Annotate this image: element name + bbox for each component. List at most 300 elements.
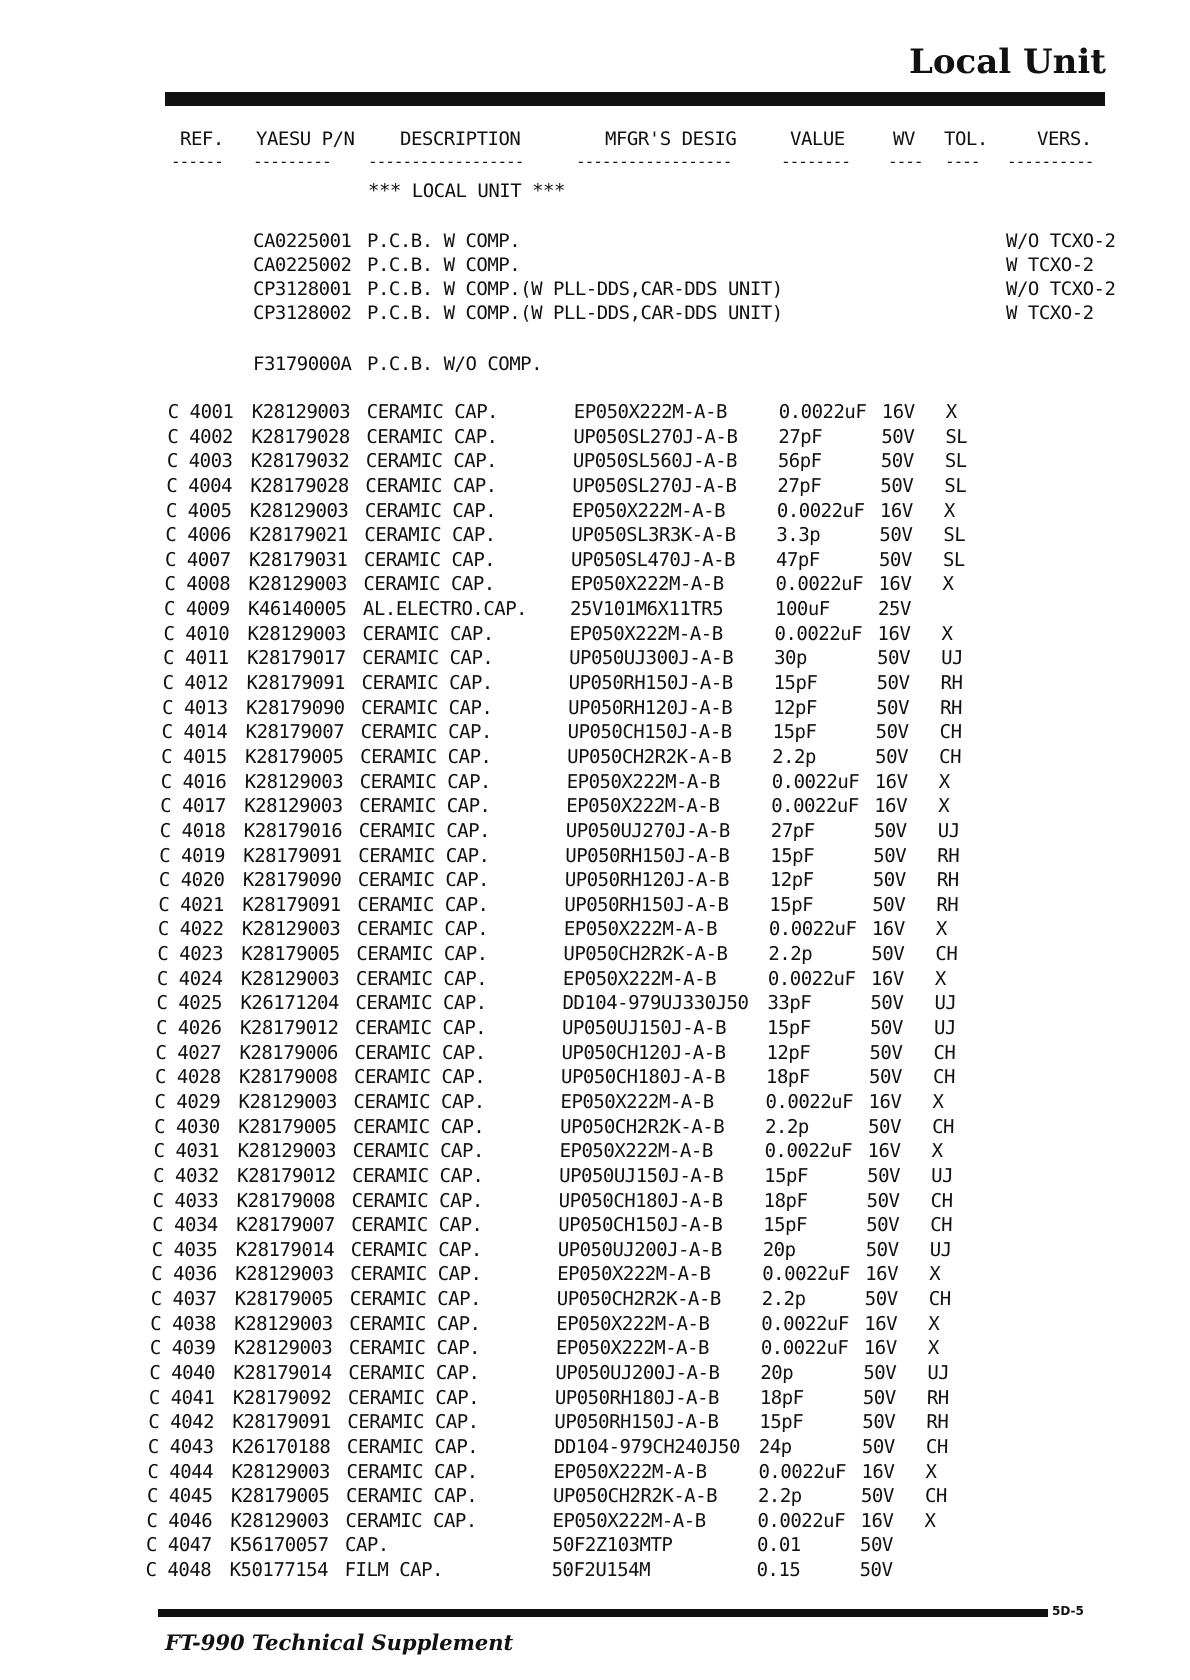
- part-description: CERAMIC CAP.: [350, 1238, 483, 1261]
- part-number: K28129003: [234, 1312, 333, 1335]
- pcb-description: P.C.B. W COMP.(W PLL-DDS,CAR-DDS UNIT): [367, 302, 783, 324]
- part-description: CERAMIC CAP.: [358, 844, 490, 867]
- part-value: 15pF: [770, 844, 815, 867]
- header-underline: ----: [945, 152, 980, 171]
- part-description: CERAMIC CAP.: [345, 1509, 477, 1532]
- part-value: 15pF: [763, 1164, 809, 1187]
- part-working-voltage: 50V: [871, 943, 905, 966]
- part-mfgr-designation: UP050UJ150J-A-B: [561, 1017, 727, 1040]
- part-tolerance: CH: [933, 1041, 956, 1064]
- part-description: CERAMIC CAP.: [348, 1337, 481, 1360]
- part-description: CERAMIC CAP.: [350, 1263, 482, 1286]
- part-number: K28179017: [246, 647, 346, 670]
- pcb-version: W/O TCXO-2: [1006, 230, 1116, 252]
- part-mfgr-designation: UP050UJ300J-A-B: [568, 647, 734, 670]
- part-working-voltage: 50V: [864, 1288, 898, 1311]
- part-tolerance: X: [925, 1460, 937, 1483]
- pcb-part-number: CA0225002: [253, 254, 352, 276]
- column-header-vers: VERS.: [1037, 128, 1092, 150]
- part-tolerance: X: [927, 1337, 939, 1360]
- part-tolerance: RH: [936, 893, 959, 916]
- part-number: K28179092: [232, 1386, 332, 1409]
- part-value: 27pF: [778, 425, 823, 448]
- part-mfgr-designation: UP050UJ270J-A-B: [565, 819, 731, 842]
- part-working-voltage: 50V: [860, 1485, 895, 1508]
- part-mfgr-designation: EP050X222M-A-B: [555, 1337, 710, 1360]
- part-number: K28179012: [236, 1164, 336, 1187]
- part-value: 0.0022uF: [775, 573, 864, 596]
- part-description: CERAMIC CAP.: [358, 819, 491, 842]
- part-working-voltage: 50V: [876, 647, 911, 670]
- part-ref: C 4041: [148, 1386, 215, 1409]
- pcb-description: P.C.B. W COMP.: [367, 230, 521, 252]
- part-tolerance: X: [943, 499, 956, 522]
- part-tolerance: CH: [939, 721, 962, 744]
- part-ref: C 4038: [150, 1312, 217, 1335]
- part-number: K28179008: [238, 1066, 338, 1089]
- part-description: CERAMIC CAP.: [362, 622, 495, 645]
- table-row: [158, 918, 1058, 943]
- table-row: [156, 1017, 1056, 1042]
- part-working-voltage: 50V: [865, 1238, 899, 1261]
- table-row: [150, 1337, 1050, 1362]
- part-tolerance: SL: [944, 450, 967, 473]
- part-value: 0.0022uF: [762, 1263, 850, 1286]
- part-number: K28179005: [241, 943, 341, 966]
- part-number: K28129003: [244, 770, 344, 793]
- part-working-voltage: 16V: [865, 1263, 899, 1286]
- part-value: 15pF: [762, 1214, 808, 1237]
- table-row: [150, 1288, 1050, 1313]
- table-row: [161, 746, 1061, 771]
- bottom-rule: [158, 1609, 1048, 1617]
- part-mfgr-designation: UP050CH2R2K-A-B: [563, 943, 728, 966]
- table-row: [160, 795, 1060, 820]
- part-number: K28179005: [230, 1485, 330, 1508]
- part-working-voltage: 50V: [881, 425, 915, 448]
- part-working-voltage: 50V: [862, 1411, 896, 1434]
- part-description: CERAMIC CAP.: [352, 1140, 485, 1163]
- table-row: [155, 1042, 1055, 1067]
- part-description: CERAMIC CAP.: [360, 696, 493, 719]
- part-mfgr-designation: 25V101M6X11TR5: [569, 598, 724, 621]
- part-mfgr-designation: UP050SL270J-A-B: [572, 474, 737, 497]
- part-mfgr-designation: UP050CH180J-A-B: [558, 1189, 723, 1212]
- part-description: CERAMIC CAP.: [347, 1411, 479, 1434]
- part-working-voltage: 16V: [867, 1140, 901, 1163]
- part-working-voltage: 50V: [865, 1214, 900, 1237]
- table-row: [149, 1387, 1049, 1412]
- part-ref: C 4029: [154, 1090, 221, 1113]
- part-number: K28179090: [242, 869, 342, 892]
- part-tolerance: SL: [943, 524, 966, 547]
- table-row: [148, 1436, 1048, 1461]
- table-row: [146, 1534, 1046, 1559]
- part-value: 0.0022uF: [768, 918, 857, 941]
- part-mfgr-designation: UP050RH120J-A-B: [567, 696, 733, 719]
- part-ref: C 4025: [156, 992, 223, 1015]
- part-tolerance: RH: [939, 696, 963, 719]
- part-mfgr-designation: UP050CH2R2K-A-B: [566, 745, 732, 768]
- part-tolerance: RH: [937, 844, 960, 867]
- part-value: 0.0022uF: [757, 1509, 846, 1532]
- part-tolerance: RH: [926, 1411, 949, 1434]
- part-value: 0.0022uF: [761, 1312, 850, 1335]
- part-description: CERAMIC CAP.: [364, 499, 497, 522]
- part-description: CERAMIC CAP.: [347, 1386, 480, 1409]
- part-tolerance: UJ: [930, 1164, 954, 1187]
- table-row: [146, 1510, 1046, 1535]
- part-description: CERAMIC CAP.: [364, 524, 496, 547]
- part-number: K28179008: [236, 1189, 336, 1212]
- part-mfgr-designation: UP050RH180J-A-B: [554, 1386, 720, 1409]
- part-number: K28179014: [235, 1238, 335, 1261]
- part-number: K28129003: [244, 795, 343, 818]
- table-row: [164, 573, 1064, 598]
- part-ref: C 4031: [153, 1140, 220, 1163]
- table-row: [159, 820, 1059, 845]
- part-mfgr-designation: UP050SL270J-A-B: [573, 425, 738, 448]
- part-description: CERAMIC CAP.: [360, 721, 493, 744]
- part-number: K28179006: [239, 1041, 339, 1064]
- column-header-mfgr: MFGR'S DESIG: [605, 128, 737, 150]
- part-working-voltage: 16V: [874, 795, 908, 818]
- part-description: CERAMIC CAP.: [355, 967, 488, 990]
- table-row: [153, 1165, 1053, 1190]
- part-working-voltage: 25V: [877, 598, 912, 621]
- part-ref: C 4016: [160, 770, 227, 793]
- part-mfgr-designation: UP050UJ200J-A-B: [557, 1238, 723, 1261]
- part-ref: C 4024: [156, 967, 223, 990]
- part-mfgr-designation: EP050X222M-A-B: [566, 795, 720, 818]
- part-tolerance: X: [931, 1140, 943, 1163]
- part-working-voltage: 16V: [871, 918, 905, 941]
- part-mfgr-designation: EP050X222M-A-B: [552, 1509, 706, 1532]
- header-underline: --------: [781, 152, 851, 171]
- table-row: [149, 1362, 1049, 1387]
- part-number: K28179007: [245, 721, 345, 744]
- part-ref: C 4045: [146, 1485, 213, 1508]
- part-working-voltage: 50V: [878, 548, 912, 571]
- part-description: CERAMIC CAP.: [353, 1066, 486, 1089]
- table-row: [148, 1411, 1048, 1436]
- column-header-value: VALUE: [790, 128, 845, 150]
- part-working-voltage: 50V: [868, 1066, 903, 1089]
- part-tolerance: SL: [942, 548, 966, 571]
- part-ref: C 4042: [148, 1411, 215, 1434]
- part-number: K28179005: [244, 745, 344, 768]
- part-value: 30p: [773, 647, 808, 670]
- part-ref: C 4030: [153, 1115, 220, 1138]
- table-row: [155, 1066, 1055, 1091]
- part-value: 15pF: [766, 1017, 811, 1040]
- part-description: CAP.: [344, 1534, 390, 1557]
- part-tolerance: RH: [940, 672, 963, 695]
- part-value: 15pF: [773, 672, 818, 695]
- part-value: 27pF: [777, 474, 822, 497]
- part-working-voltage: 50V: [873, 819, 907, 842]
- part-value: 18pF: [765, 1066, 810, 1089]
- table-row: [154, 1091, 1054, 1116]
- table-row: [157, 968, 1057, 993]
- part-mfgr-designation: EP050X222M-A-B: [553, 1460, 707, 1483]
- part-ref: C 4019: [159, 844, 226, 867]
- table-row: [164, 598, 1064, 623]
- part-mfgr-designation: UP050CH120J-A-B: [561, 1041, 726, 1064]
- table-row: [156, 992, 1056, 1017]
- part-number: K50177154: [229, 1559, 329, 1582]
- part-value: 56pF: [777, 450, 822, 473]
- part-description: CERAMIC CAP.: [359, 745, 492, 768]
- part-tolerance: CH: [924, 1485, 948, 1508]
- part-description: CERAMIC CAP.: [357, 893, 489, 916]
- part-description: CERAMIC CAP.: [359, 770, 492, 793]
- part-value: 0.0022uF: [764, 1140, 853, 1163]
- part-mfgr-designation: UP050CH150J-A-B: [567, 721, 732, 744]
- part-working-voltage: 16V: [870, 967, 904, 990]
- part-tolerance: UJ: [934, 992, 957, 1015]
- part-description: CERAMIC CAP.: [355, 992, 487, 1015]
- table-row: [161, 721, 1061, 746]
- part-description: CERAMIC CAP.: [365, 474, 497, 497]
- header-underline: ------------------: [368, 152, 524, 171]
- part-ref: C 4046: [146, 1509, 213, 1532]
- part-number: K28179007: [235, 1214, 335, 1237]
- part-number: K28129003: [230, 1509, 330, 1532]
- part-description: CERAMIC CAP.: [354, 1041, 486, 1064]
- table-row: [163, 623, 1063, 648]
- part-number: K28179021: [249, 524, 349, 547]
- part-number: K28129003: [235, 1263, 334, 1286]
- part-number: K28179028: [251, 425, 350, 448]
- part-ref: C 4010: [163, 622, 230, 645]
- part-number: K28129003: [248, 573, 348, 596]
- part-description: CERAMIC CAP.: [350, 1214, 483, 1237]
- part-working-voltage: 50V: [863, 1361, 897, 1384]
- part-working-voltage: 50V: [861, 1435, 895, 1458]
- part-number: K56170057: [229, 1534, 329, 1557]
- column-header-wv: WV: [893, 128, 915, 150]
- table-row: [151, 1263, 1051, 1288]
- part-mfgr-designation: UP050RH150J-A-B: [564, 893, 729, 916]
- part-number: K28129003: [231, 1460, 331, 1483]
- header-underline: ---------: [253, 152, 331, 171]
- part-value: 3.3p: [776, 524, 821, 547]
- part-working-voltage: 16V: [861, 1460, 895, 1483]
- part-description: CERAMIC CAP.: [349, 1312, 481, 1335]
- part-ref: C 4015: [160, 745, 228, 768]
- part-value: 2.2p: [768, 943, 813, 966]
- part-number: K28129003: [238, 1090, 338, 1113]
- part-description: CERAMIC CAP.: [361, 647, 494, 670]
- part-ref: C 4043: [147, 1435, 214, 1458]
- part-mfgr-designation: DD104-979CH240J50: [553, 1435, 741, 1458]
- part-ref: C 4003: [166, 450, 233, 473]
- part-tolerance: UJ: [927, 1361, 950, 1384]
- part-ref: C 4026: [155, 1017, 222, 1040]
- part-mfgr-designation: EP050X222M-A-B: [562, 967, 717, 990]
- part-ref: C 4040: [149, 1361, 216, 1384]
- part-description: CERAMIC CAP.: [346, 1460, 478, 1483]
- table-row: [163, 647, 1063, 672]
- table-row: [167, 450, 1067, 475]
- part-mfgr-designation: UP050CH150J-A-B: [557, 1214, 723, 1237]
- part-ref: C 4004: [166, 474, 233, 497]
- part-working-voltage: 50V: [880, 474, 914, 497]
- part-description: CERAMIC CAP.: [346, 1435, 479, 1458]
- part-ref: C 4033: [152, 1189, 219, 1212]
- part-number: K28129003: [240, 967, 340, 990]
- part-ref: C 4048: [145, 1559, 212, 1582]
- table-row: [160, 771, 1060, 796]
- part-working-voltage: 50V: [869, 1017, 903, 1040]
- top-rule: [165, 92, 1105, 106]
- part-mfgr-designation: UP050RH150J-A-B: [568, 672, 733, 695]
- part-number: K28179014: [233, 1361, 333, 1384]
- part-value: 20p: [762, 1238, 796, 1261]
- part-value: 18pF: [763, 1189, 808, 1212]
- part-description: CERAMIC CAP.: [357, 869, 490, 892]
- section-title: *** LOCAL UNIT ***: [368, 180, 565, 202]
- part-value: 27pF: [770, 819, 815, 842]
- part-value: 2.2p: [764, 1115, 810, 1138]
- part-tolerance: CH: [932, 1066, 956, 1089]
- part-description: CERAMIC CAP.: [348, 1361, 480, 1384]
- part-value: 0.0022uF: [758, 1460, 847, 1483]
- part-working-voltage: 16V: [864, 1312, 898, 1335]
- part-working-voltage: 50V: [876, 672, 910, 695]
- header-underline: ----: [888, 152, 923, 171]
- pcb-version: W/O TCXO-2: [1006, 278, 1116, 300]
- part-working-voltage: 50V: [872, 869, 906, 892]
- part-ref: C 4039: [149, 1337, 216, 1360]
- part-number: K28129003: [249, 499, 349, 522]
- part-working-voltage: 50V: [866, 1164, 901, 1187]
- part-number: K28179032: [250, 450, 350, 473]
- pcb-part-number: F3179000A: [253, 353, 352, 375]
- part-working-voltage: 16V: [877, 622, 911, 645]
- part-number: K28179005: [237, 1115, 337, 1138]
- part-working-voltage: 16V: [874, 770, 908, 793]
- part-number: K28179091: [242, 893, 341, 916]
- part-ref: C 4022: [157, 918, 224, 941]
- pcb-part-number: CA0225001: [253, 230, 352, 252]
- part-number: K28129003: [233, 1337, 333, 1360]
- part-working-voltage: 50V: [874, 745, 909, 768]
- part-mfgr-designation: UP050CH2R2K-A-B: [552, 1485, 718, 1508]
- part-number: K28179031: [248, 548, 348, 571]
- part-description: CERAMIC CAP.: [363, 548, 496, 571]
- part-tolerance: RH: [936, 869, 959, 892]
- parts-list: [145, 401, 1068, 1584]
- part-mfgr-designation: EP050X222M-A-B: [569, 622, 723, 645]
- part-ref: C 4047: [145, 1534, 212, 1557]
- part-value: 0.0022uF: [776, 499, 865, 522]
- header-underline: ------------------: [576, 152, 732, 171]
- table-row: [152, 1214, 1052, 1239]
- part-value: 20p: [760, 1361, 794, 1384]
- table-row: [153, 1140, 1053, 1165]
- part-mfgr-designation: UP050RH150J-A-B: [565, 844, 730, 867]
- table-row: [158, 894, 1058, 919]
- part-value: 0.15: [756, 1559, 801, 1582]
- part-ref: C 4012: [162, 672, 229, 695]
- pcb-part-number: CP3128001: [253, 278, 352, 300]
- table-row: [147, 1485, 1047, 1510]
- part-value: 15pF: [759, 1411, 804, 1434]
- part-description: CERAMIC CAP.: [352, 1115, 485, 1138]
- part-description: CERAMIC CAP.: [354, 1017, 487, 1040]
- column-header-desc: DESCRIPTION: [400, 128, 521, 150]
- part-value: 12pF: [766, 1041, 811, 1064]
- part-ref: C 4020: [158, 869, 225, 892]
- part-tolerance: CH: [931, 1115, 955, 1138]
- part-tolerance: X: [924, 1509, 936, 1532]
- part-mfgr-designation: UP050SL560J-A-B: [572, 450, 738, 473]
- part-ref: C 4027: [155, 1041, 222, 1064]
- part-tolerance: UJ: [929, 1238, 952, 1261]
- part-working-voltage: 50V: [867, 1115, 902, 1138]
- column-header-pn: YAESU P/N: [256, 128, 355, 150]
- part-value: 2.2p: [761, 1288, 806, 1311]
- part-mfgr-designation: EP050X222M-A-B: [570, 573, 724, 596]
- part-number: K28179091: [232, 1411, 332, 1434]
- part-tolerance: X: [934, 967, 947, 990]
- part-mfgr-designation: EP050X222M-A-B: [563, 918, 718, 941]
- part-tolerance: X: [932, 1090, 944, 1113]
- part-working-voltage: 50V: [862, 1386, 896, 1409]
- part-tolerance: X: [941, 622, 953, 645]
- part-ref: C 4009: [163, 598, 230, 621]
- part-working-voltage: 16V: [860, 1509, 894, 1532]
- part-working-voltage: 16V: [881, 401, 915, 423]
- part-mfgr-designation: UP050CH2R2K-A-B: [556, 1288, 722, 1311]
- table-row: [152, 1190, 1052, 1215]
- part-value: 12pF: [769, 869, 814, 892]
- part-mfgr-designation: UP050SL3R3K-A-B: [571, 524, 736, 547]
- part-working-voltage: 50V: [870, 992, 904, 1015]
- part-working-voltage: 50V: [869, 1041, 903, 1064]
- part-value: 0.0022uF: [765, 1090, 854, 1113]
- part-value: 0.01: [756, 1534, 802, 1557]
- part-mfgr-designation: EP050X222M-A-B: [559, 1140, 713, 1163]
- part-tolerance: X: [929, 1263, 941, 1286]
- part-working-voltage: 50V: [866, 1189, 900, 1212]
- part-ref: C 4032: [152, 1164, 219, 1187]
- part-description: CERAMIC CAP.: [359, 795, 491, 818]
- table-row: [145, 1559, 1045, 1584]
- part-tolerance: X: [938, 795, 950, 818]
- table-row: [166, 500, 1066, 525]
- table-row: [151, 1239, 1051, 1264]
- part-working-voltage: 16V: [863, 1337, 897, 1360]
- part-tolerance: CH: [935, 943, 958, 966]
- part-value: 2.2p: [757, 1485, 802, 1508]
- part-number: K46140005: [247, 598, 347, 621]
- part-working-voltage: 50V: [872, 893, 906, 916]
- part-description: CERAMIC CAP.: [366, 401, 499, 423]
- column-header-tol: TOL.: [944, 128, 988, 150]
- part-description: CERAMIC CAP.: [353, 1090, 486, 1113]
- part-tolerance: UJ: [937, 819, 960, 842]
- part-description: CERAMIC CAP.: [351, 1164, 484, 1187]
- part-working-voltage: 50V: [880, 450, 914, 473]
- part-ref: C 4011: [162, 647, 229, 670]
- header-underline: ------: [171, 152, 223, 171]
- part-description: CERAMIC CAP.: [361, 672, 494, 695]
- pcb-version: W TCXO-2: [1006, 302, 1094, 324]
- part-number: K28179090: [245, 696, 345, 719]
